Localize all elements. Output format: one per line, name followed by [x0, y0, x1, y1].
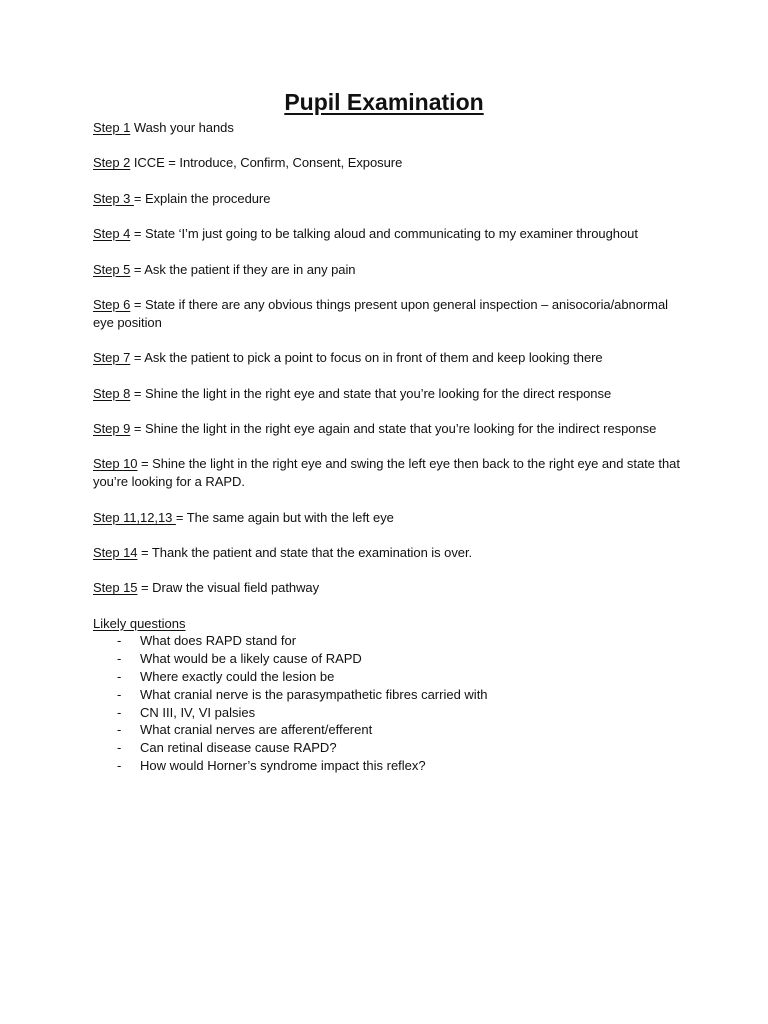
step-text: = State ‘I’m just going to be talking aloud and communicating to my examiner throughout [130, 226, 638, 242]
step-label: Step 1 [93, 120, 131, 135]
step-label: Step 14 [93, 544, 138, 560]
bullet-dash: - [117, 740, 122, 756]
step-text: = Explain the procedure [133, 190, 271, 206]
bullet-dash: - [117, 722, 122, 738]
step-text: = Shine the light in the right eye again and state that you’re looking for the indirect response [130, 420, 657, 436]
question-item [93, 739, 683, 757]
step-1 [93, 119, 683, 137]
step-text: Wash your hands [130, 120, 234, 135]
step-label: Step 7 [93, 350, 131, 366]
question-text: Can retinal disease cause RAPD? [140, 740, 337, 756]
question-text: What cranial nerve is the parasympathetic fibres carried with [140, 686, 488, 702]
step-label: Step 15 [93, 580, 138, 596]
step-label: Step 5 [93, 261, 131, 277]
step-label: Step 9 [93, 420, 131, 436]
step-label: Step 4 [93, 226, 131, 242]
step-4 [93, 225, 683, 243]
step-15 [93, 579, 683, 597]
step-text: = Ask the patient if they are in any pain [130, 261, 356, 277]
bullet-dash: - [117, 651, 122, 667]
bullet-dash: - [117, 669, 122, 685]
step-text: = Draw the visual field pathway [137, 580, 320, 596]
step-3 [93, 190, 683, 208]
question-item [93, 686, 683, 704]
bullet-dash: - [117, 758, 122, 774]
step-label: Step 11,12,13 [93, 509, 176, 525]
question-text: CN III, IV, VI palsies [140, 704, 256, 720]
step-text: = Shine the light in the right eye and state that you’re looking for the direct response [130, 385, 612, 401]
question-text: What does RAPD stand for [140, 633, 297, 649]
step-label: Step 8 [93, 385, 131, 401]
question-text: How would Horner’s syndrome impact this reflex? [140, 758, 426, 774]
step-7 [93, 349, 683, 367]
step-text: = Thank the patient and state that the examination is over. [137, 544, 473, 560]
questions-list [93, 632, 683, 774]
step-text: ICCE = Introduce, Confirm, Consent, Exposure [130, 155, 403, 171]
step-label: Step 6 [93, 296, 131, 312]
step-text: = The same again but with the left eye [175, 509, 394, 525]
step-label: Step 10 [93, 456, 138, 472]
page-title: Pupil Examination [284, 89, 484, 115]
step-10 [93, 455, 683, 491]
step-label: Step 3 [93, 190, 134, 206]
step-11-12-13 [93, 509, 683, 527]
step-14 [93, 544, 683, 562]
questions-heading: Likely questions [93, 615, 186, 631]
step-9 [93, 420, 683, 438]
step-6 [93, 296, 683, 332]
question-item [93, 632, 683, 650]
step-5 [93, 261, 683, 279]
question-text: What would be a likely cause of RAPD [140, 651, 362, 667]
bullet-dash: - [117, 633, 122, 649]
question-item [93, 757, 683, 775]
question-item [93, 650, 683, 668]
question-item [93, 704, 683, 722]
question-item [93, 721, 683, 739]
question-item [93, 668, 683, 686]
document-page [93, 88, 683, 775]
question-text: What cranial nerves are afferent/efferent [140, 722, 373, 738]
step-text: = Ask the patient to pick a point to focus on in front of them and keep looking there [130, 350, 603, 366]
step-8 [93, 385, 683, 403]
step-label: Step 2 [93, 155, 131, 171]
bullet-dash: - [117, 686, 122, 702]
bullet-dash: - [117, 704, 122, 720]
step-text: = Shine the light in the right eye and swing the left eye then back to the right eye and state that you’re looking for a RAPD. [93, 456, 680, 490]
question-text: Where exactly could the lesion be [140, 669, 335, 685]
step-text: = State if there are any obvious things present upon general inspection – anisocoria/abnormal eye position [93, 296, 668, 330]
step-2 [93, 154, 683, 172]
